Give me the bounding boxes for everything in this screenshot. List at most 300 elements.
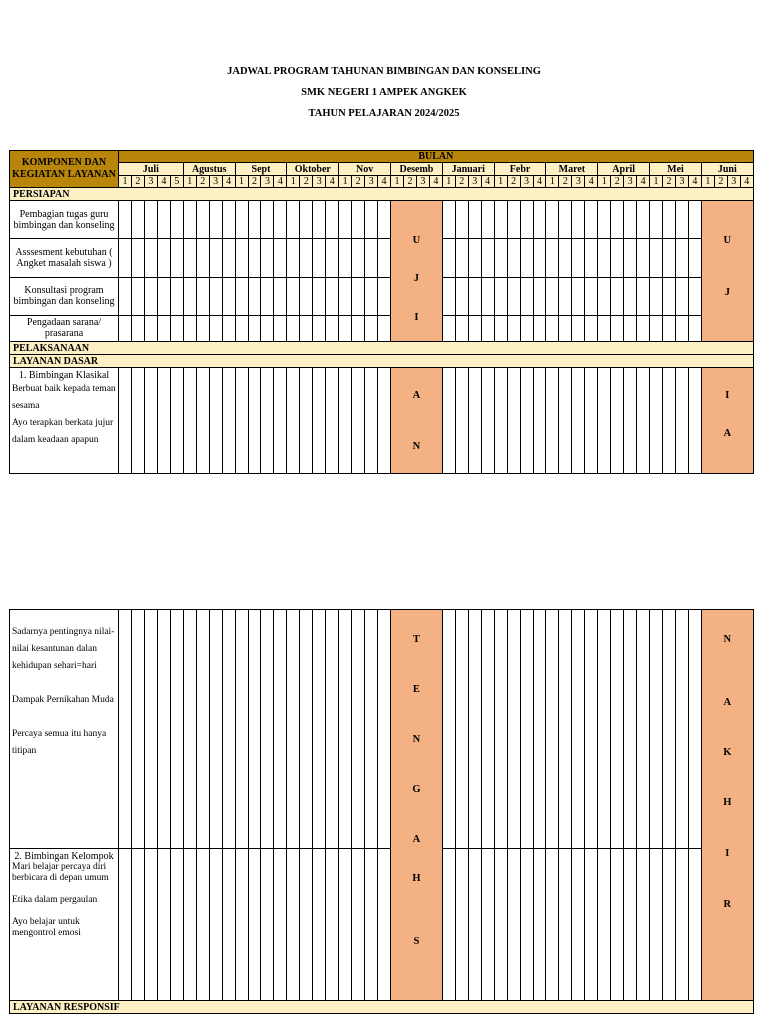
schedule-cell — [546, 315, 559, 341]
exam-letter: K — [723, 747, 732, 758]
schedule-cell — [546, 849, 559, 1001]
schedule-cell — [663, 368, 676, 474]
schedule-cell — [313, 201, 326, 239]
schedule-cell — [183, 239, 196, 277]
schedule-cell — [442, 239, 455, 277]
week-number: 4 — [429, 176, 442, 188]
schedule-cell — [585, 849, 598, 1001]
schedule-cell — [248, 368, 261, 474]
schedule-cell — [261, 610, 274, 849]
schedule-cell — [274, 849, 287, 1001]
schedule-cell — [352, 239, 365, 277]
schedule-cell — [326, 201, 339, 239]
kelompok-topic: Etika dalam pergaulan — [12, 895, 98, 905]
schedule-cell — [675, 610, 688, 849]
week-number: 1 — [701, 176, 714, 188]
schedule-cell — [598, 610, 611, 849]
schedule-cell — [624, 201, 637, 239]
schedule-cell — [339, 315, 352, 341]
month-header: Agustus — [183, 163, 235, 176]
schedule-cell — [559, 201, 572, 239]
schedule-cell — [261, 315, 274, 341]
schedule-cell — [170, 201, 183, 239]
schedule-cell — [494, 610, 507, 849]
schedule-cell — [611, 849, 624, 1001]
section-layanan-dasar: LAYANAN DASAR — [10, 355, 754, 368]
schedule-cell — [183, 368, 196, 474]
exam-letter: A — [723, 697, 732, 708]
schedule-cell — [533, 239, 546, 277]
schedule-cell — [637, 239, 650, 277]
schedule-cell — [442, 201, 455, 239]
week-number: 3 — [520, 176, 533, 188]
schedule-cell — [468, 201, 481, 239]
schedule-cell — [481, 610, 494, 849]
schedule-cell — [663, 201, 676, 239]
schedule-cell — [119, 849, 132, 1001]
schedule-cell — [352, 315, 365, 341]
schedule-cell — [675, 315, 688, 341]
schedule-cell — [287, 849, 300, 1001]
schedule-cell — [507, 201, 520, 239]
week-number: 2 — [196, 176, 209, 188]
schedule-cell — [494, 201, 507, 239]
persiapan-item: Konsultasi program bimbingan dan konseling — [10, 277, 119, 315]
schedule-cell — [222, 315, 235, 341]
exam-column-desember — [391, 610, 443, 1001]
schedule-cell — [235, 610, 248, 849]
month-header: Juli — [119, 163, 184, 176]
schedule-cell — [675, 239, 688, 277]
week-number: 3 — [416, 176, 429, 188]
schedule-cell — [209, 849, 222, 1001]
schedule-cell — [455, 610, 468, 849]
schedule-cell — [196, 849, 209, 1001]
exam-letter: I — [725, 848, 730, 859]
schedule-cell — [468, 239, 481, 277]
schedule-cell — [313, 277, 326, 315]
schedule-cell — [170, 315, 183, 341]
schedule-cell — [235, 315, 248, 341]
month-header: Febr — [494, 163, 546, 176]
schedule-cell — [248, 849, 261, 1001]
schedule-cell — [209, 201, 222, 239]
schedule-cell — [119, 277, 132, 315]
schedule-cell — [222, 201, 235, 239]
schedule-cell — [624, 368, 637, 474]
week-number: 4 — [637, 176, 650, 188]
month-header: Juni — [701, 163, 753, 176]
schedule-cell — [507, 368, 520, 474]
schedule-cell — [650, 239, 663, 277]
schedule-cell — [572, 201, 585, 239]
section-persiapan: PERSIAPAN — [10, 188, 754, 201]
schedule-cell — [637, 277, 650, 315]
week-number: 4 — [533, 176, 546, 188]
schedule-cell — [157, 368, 170, 474]
exam-letter: A — [723, 428, 732, 439]
schedule-cell — [235, 277, 248, 315]
week-number: 3 — [727, 176, 740, 188]
schedule-cell — [533, 610, 546, 849]
schedule-cell — [157, 849, 170, 1001]
schedule-cell — [287, 610, 300, 849]
schedule-cell — [119, 368, 132, 474]
schedule-cell — [572, 277, 585, 315]
schedule-cell — [650, 201, 663, 239]
exam-letter: J — [413, 273, 420, 284]
schedule-cell — [222, 277, 235, 315]
schedule-cell — [520, 610, 533, 849]
schedule-cell — [365, 849, 378, 1001]
schedule-cell — [326, 368, 339, 474]
schedule-cell — [585, 368, 598, 474]
schedule-cell — [287, 368, 300, 474]
week-number: 1 — [650, 176, 663, 188]
schedule-cell — [313, 849, 326, 1001]
schedule-cell — [533, 201, 546, 239]
schedule-cell — [650, 277, 663, 315]
schedule-cell — [637, 315, 650, 341]
schedule-cell — [507, 849, 520, 1001]
schedule-cell — [196, 239, 209, 277]
schedule-cell — [365, 315, 378, 341]
schedule-cell — [287, 315, 300, 341]
schedule-cell — [119, 315, 132, 341]
schedule-cell — [624, 239, 637, 277]
exam-letter: R — [723, 899, 732, 910]
week-number: 1 — [287, 176, 300, 188]
schedule-cell — [598, 368, 611, 474]
schedule-cell — [455, 239, 468, 277]
week-number: 4 — [326, 176, 339, 188]
exam-letter: G — [412, 784, 421, 795]
week-number: 2 — [403, 176, 416, 188]
schedule-cell — [611, 610, 624, 849]
schedule-cell — [313, 315, 326, 341]
schedule-cell — [507, 610, 520, 849]
week-number: 1 — [598, 176, 611, 188]
month-header: Desemb — [391, 163, 443, 176]
exam-letter: H — [412, 873, 421, 884]
schedule-cell — [235, 368, 248, 474]
schedule-cell — [339, 610, 352, 849]
schedule-cell — [144, 315, 157, 341]
schedule-cell — [611, 368, 624, 474]
schedule-cell — [157, 315, 170, 341]
schedule-cell — [339, 277, 352, 315]
schedule-cell — [455, 849, 468, 1001]
exam-column-juni — [701, 201, 753, 342]
schedule-cell — [572, 315, 585, 341]
schedule-cell — [675, 368, 688, 474]
schedule-cell — [378, 239, 391, 277]
schedule-cell — [313, 610, 326, 849]
week-number: 4 — [157, 176, 170, 188]
schedule-cell — [559, 277, 572, 315]
school-name: SMK NEGERI 1 AMPEK ANGKEK — [301, 87, 467, 98]
schedule-cell — [663, 610, 676, 849]
schedule-cell — [287, 201, 300, 239]
week-number: 2 — [611, 176, 624, 188]
klasikal-topic: Berbuat baik kepada teman sesama — [12, 384, 116, 411]
schedule-cell — [339, 239, 352, 277]
schedule-cell — [468, 849, 481, 1001]
schedule-cell — [183, 315, 196, 341]
schedule-cell — [131, 610, 144, 849]
schedule-cell — [624, 849, 637, 1001]
schedule-cell — [533, 315, 546, 341]
schedule-cell — [585, 239, 598, 277]
schedule-cell — [598, 277, 611, 315]
month-header: Oktober — [287, 163, 339, 176]
exam-letter: N — [412, 734, 421, 745]
schedule-cell — [287, 239, 300, 277]
schedule-cell — [624, 610, 637, 849]
schedule-cell — [585, 315, 598, 341]
schedule-cell — [144, 201, 157, 239]
schedule-cell — [520, 277, 533, 315]
schedule-cell — [131, 849, 144, 1001]
schedule-cell — [688, 610, 701, 849]
week-number: 2 — [131, 176, 144, 188]
schedule-cell — [546, 610, 559, 849]
schedule-cell — [572, 368, 585, 474]
week-number: 2 — [714, 176, 727, 188]
schedule-cell — [650, 368, 663, 474]
schedule-cell — [209, 610, 222, 849]
schedule-cell — [352, 610, 365, 849]
week-number: 2 — [300, 176, 313, 188]
component-header: KOMPONEN DAN KEGIATAN LAYANAN — [10, 151, 119, 188]
schedule-cell — [365, 201, 378, 239]
exam-letter: A — [412, 834, 421, 845]
schedule-cell — [650, 849, 663, 1001]
schedule-cell — [688, 368, 701, 474]
schedule-cell — [494, 315, 507, 341]
schedule-cell — [442, 849, 455, 1001]
schedule-cell — [365, 610, 378, 849]
week-number: 4 — [222, 176, 235, 188]
month-header: Sept — [235, 163, 287, 176]
schedule-cell — [157, 201, 170, 239]
schedule-cell — [378, 368, 391, 474]
exam-letter: I — [414, 312, 419, 323]
schedule-cell — [468, 315, 481, 341]
week-number: 3 — [675, 176, 688, 188]
schedule-cell — [494, 239, 507, 277]
schedule-cell — [688, 201, 701, 239]
schedule-cell — [442, 277, 455, 315]
schedule-cell — [481, 849, 494, 1001]
schedule-cell — [688, 849, 701, 1001]
schedule-cell — [507, 239, 520, 277]
week-number: 2 — [352, 176, 365, 188]
schedule-cell — [261, 239, 274, 277]
schedule-cell — [520, 368, 533, 474]
week-number: 1 — [119, 176, 132, 188]
month-header: April — [598, 163, 650, 176]
schedule-cell — [650, 315, 663, 341]
klasikal-topic: Ayo terapkan berkata jujur dalam keadaan apapun — [12, 418, 114, 445]
klasikal-heading: 1. Bimbingan Klasikal — [18, 370, 110, 381]
schedule-cell — [261, 201, 274, 239]
schedule-cell — [300, 201, 313, 239]
schedule-cell — [300, 368, 313, 474]
exam-letter: H — [723, 797, 732, 808]
week-number: 1 — [183, 176, 196, 188]
schedule-cell — [300, 277, 313, 315]
exam-column-juni — [701, 610, 753, 1001]
schedule-cell — [663, 277, 676, 315]
schedule-cell — [274, 239, 287, 277]
schedule-cell — [378, 277, 391, 315]
schedule-table-part-1 — [9, 150, 754, 474]
week-number: 3 — [261, 176, 274, 188]
klasikal-cell — [10, 368, 119, 474]
exam-column-desember — [391, 368, 443, 474]
schedule-cell — [468, 368, 481, 474]
schedule-cell — [235, 239, 248, 277]
schedule-cell — [365, 368, 378, 474]
schedule-cell — [533, 368, 546, 474]
month-header: Maret — [546, 163, 598, 176]
schedule-cell — [274, 201, 287, 239]
schedule-cell — [663, 849, 676, 1001]
week-number: 2 — [663, 176, 676, 188]
schedule-cell — [663, 315, 676, 341]
schedule-cell — [507, 277, 520, 315]
schedule-cell — [572, 239, 585, 277]
schedule-cell — [287, 277, 300, 315]
schedule-cell — [248, 610, 261, 849]
schedule-cell — [235, 201, 248, 239]
week-number: 1 — [442, 176, 455, 188]
schedule-cell — [339, 368, 352, 474]
month-header: Mei — [650, 163, 702, 176]
schedule-cell — [196, 277, 209, 315]
schedule-cell — [144, 239, 157, 277]
schedule-cell — [559, 610, 572, 849]
schedule-cell — [481, 239, 494, 277]
schedule-cell — [352, 849, 365, 1001]
exam-letter: T — [412, 634, 420, 645]
week-number: 1 — [494, 176, 507, 188]
schedule-cell — [378, 201, 391, 239]
schedule-cell — [248, 315, 261, 341]
schedule-cell — [183, 610, 196, 849]
schedule-cell — [157, 277, 170, 315]
schedule-cell — [585, 277, 598, 315]
week-number: 1 — [235, 176, 248, 188]
schedule-cell — [326, 315, 339, 341]
week-number: 4 — [585, 176, 598, 188]
week-number: 3 — [624, 176, 637, 188]
week-number: 1 — [339, 176, 352, 188]
schedule-cell — [598, 849, 611, 1001]
schedule-cell — [235, 849, 248, 1001]
week-number: 4 — [274, 176, 287, 188]
schedule-cell — [131, 315, 144, 341]
schedule-cell — [119, 201, 132, 239]
schedule-cell — [442, 315, 455, 341]
klasikal-continued-cell — [10, 610, 119, 849]
schedule-cell — [624, 277, 637, 315]
schedule-cell — [222, 610, 235, 849]
exam-letter: A — [412, 390, 421, 401]
schedule-cell — [378, 315, 391, 341]
schedule-cell — [637, 201, 650, 239]
section-pelaksanaan: PELAKSANAAN — [10, 342, 754, 355]
schedule-cell — [183, 201, 196, 239]
schedule-cell — [352, 277, 365, 315]
schedule-cell — [546, 368, 559, 474]
week-number: 4 — [378, 176, 391, 188]
schedule-cell — [546, 239, 559, 277]
schedule-cell — [559, 849, 572, 1001]
schedule-cell — [378, 849, 391, 1001]
schedule-cell — [559, 239, 572, 277]
schedule-cell — [274, 368, 287, 474]
exam-letter: U — [723, 235, 732, 246]
schedule-cell — [611, 239, 624, 277]
schedule-cell — [688, 277, 701, 315]
schedule-cell — [248, 201, 261, 239]
schedule-cell — [507, 315, 520, 341]
schedule-cell — [196, 368, 209, 474]
persiapan-item: Pengadaan sarana/ prasarana — [10, 315, 119, 341]
schedule-cell — [209, 315, 222, 341]
schedule-cell — [559, 368, 572, 474]
exam-column-juni — [701, 368, 753, 474]
week-number: 1 — [546, 176, 559, 188]
schedule-cell — [196, 315, 209, 341]
schedule-cell — [209, 239, 222, 277]
schedule-cell — [222, 239, 235, 277]
document-title: JADWAL PROGRAM TAHUNAN BIMBINGAN DAN KONSELING — [227, 66, 541, 77]
schedule-cell — [131, 239, 144, 277]
schedule-cell — [170, 239, 183, 277]
schedule-cell — [313, 368, 326, 474]
week-number: 3 — [209, 176, 222, 188]
schedule-cell — [520, 849, 533, 1001]
schedule-cell — [222, 849, 235, 1001]
exam-letter: I — [725, 390, 730, 401]
exam-letter: N — [412, 441, 421, 452]
exam-letter: N — [723, 634, 732, 645]
schedule-cell — [170, 610, 183, 849]
schedule-cell — [624, 315, 637, 341]
exam-letter: J — [724, 287, 730, 298]
schedule-cell — [300, 610, 313, 849]
academic-year: TAHUN PELAJARAN 2024/2025 — [308, 108, 460, 119]
schedule-cell — [144, 368, 157, 474]
schedule-cell — [183, 277, 196, 315]
week-number: 4 — [481, 176, 494, 188]
month-header: Nov — [339, 163, 391, 176]
schedule-cell — [533, 277, 546, 315]
schedule-cell — [494, 277, 507, 315]
schedule-cell — [559, 315, 572, 341]
schedule-cell — [598, 315, 611, 341]
schedule-cell — [611, 201, 624, 239]
klasikal-topic: Dampak Pernikahan Muda — [12, 695, 114, 705]
week-number: 3 — [144, 176, 157, 188]
schedule-cell — [261, 849, 274, 1001]
schedule-cell — [222, 368, 235, 474]
week-number: 2 — [559, 176, 572, 188]
schedule-cell — [300, 239, 313, 277]
